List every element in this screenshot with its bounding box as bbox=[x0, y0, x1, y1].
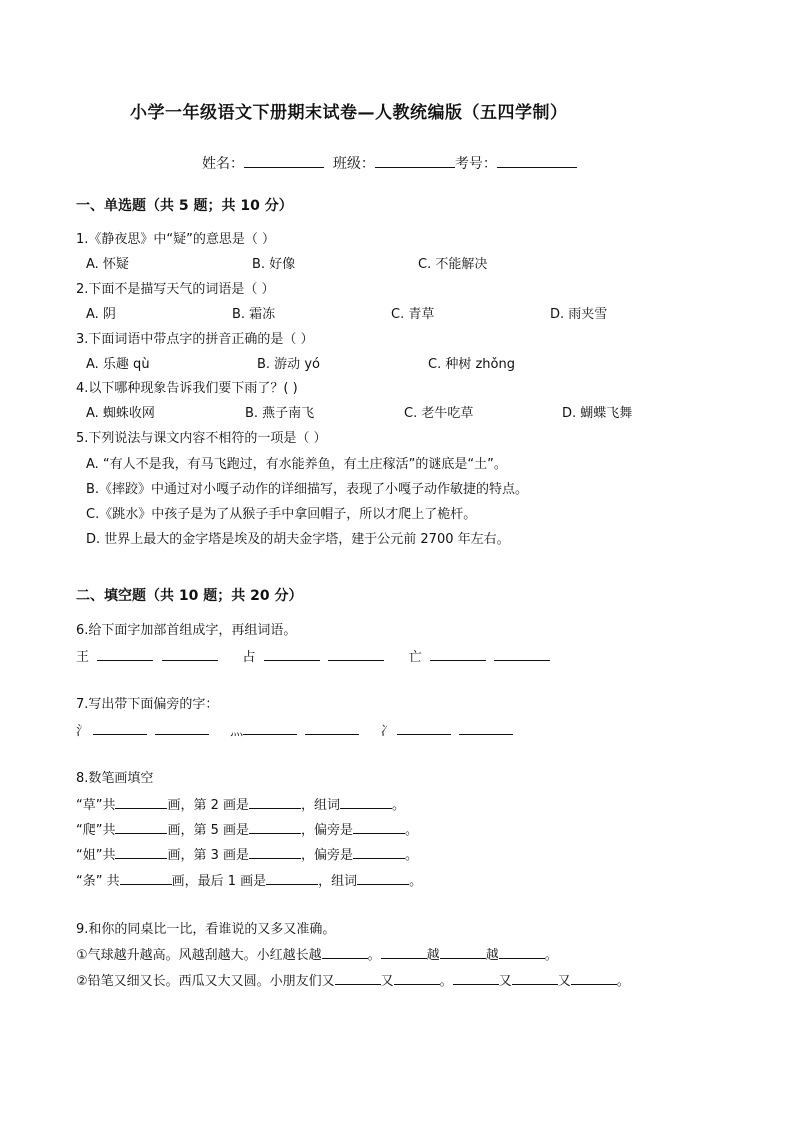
q6-blank[interactable] bbox=[97, 648, 153, 661]
q8-text: “姐”共 bbox=[76, 848, 116, 863]
q6-char-1: 王 bbox=[76, 650, 90, 665]
class-blank[interactable] bbox=[375, 155, 455, 168]
question-6: 6.给下面字加部首组成字，再组词语。 bbox=[76, 623, 297, 638]
question-3: 3.下面词语中带点字的拼音正确的是（ ） bbox=[76, 332, 314, 347]
q9-blank[interactable] bbox=[571, 972, 617, 985]
option-3c[interactable]: C. 种树 zhǒng bbox=[428, 357, 515, 372]
q8-blank[interactable] bbox=[357, 872, 409, 885]
q8-text: 画，第 5 画是 bbox=[167, 823, 250, 838]
question-1: 1.《静夜思》中“疑”的意思是（ ） bbox=[76, 232, 276, 247]
q7-blank[interactable] bbox=[305, 722, 359, 735]
q8-blank[interactable] bbox=[266, 872, 318, 885]
option-3a[interactable]: A. 乐趣 qù bbox=[86, 357, 150, 372]
name-blank[interactable] bbox=[244, 155, 324, 168]
question-4: 4.以下哪种现象告诉我们要下雨了？( ) bbox=[76, 381, 298, 396]
q9-text: 越 bbox=[485, 948, 499, 963]
exam-no-blank[interactable] bbox=[497, 155, 577, 168]
q6-char-2: 占 bbox=[242, 650, 256, 665]
q8-text: ，组词 bbox=[301, 798, 341, 813]
name-label: 姓名： bbox=[202, 156, 244, 172]
option-5a[interactable]: A. “有人不是我，有马飞跑过，有水能养鱼，有土庄稼活”的谜底是“土”。 bbox=[86, 457, 507, 472]
q7-blank[interactable] bbox=[459, 722, 513, 735]
q9-blank[interactable] bbox=[512, 972, 558, 985]
q9-blank[interactable] bbox=[322, 946, 368, 959]
option-1a[interactable]: A. 怀疑 bbox=[86, 257, 129, 272]
q9-text: 越 bbox=[426, 948, 440, 963]
option-5d[interactable]: D. 世界上最大的金字塔是埃及的胡夫金字塔，建于公元前 2700 年左右。 bbox=[86, 532, 510, 547]
question-6-row bbox=[76, 648, 550, 666]
question-7: 7.写出带下面偏旁的字： bbox=[76, 697, 219, 712]
q9-text: 。 bbox=[616, 974, 630, 989]
q9-text: 又 bbox=[557, 974, 571, 989]
q8-text: ，偏旁是 bbox=[301, 823, 354, 838]
q8-blank[interactable] bbox=[353, 846, 405, 859]
q9-blank[interactable] bbox=[440, 946, 486, 959]
q8-text: “条” 共 bbox=[76, 874, 120, 889]
question-9: 9.和你的同桌比一比，看谁说的又多又准确。 bbox=[76, 922, 336, 937]
q7-blank[interactable] bbox=[155, 722, 209, 735]
option-1b[interactable]: B. 好像 bbox=[252, 257, 296, 272]
q7-radical-3: 冫 bbox=[380, 724, 394, 739]
q8-blank[interactable] bbox=[115, 846, 167, 859]
q6-blank[interactable] bbox=[162, 648, 218, 661]
q8-row-4 bbox=[76, 872, 422, 890]
q8-text: “草”共 bbox=[76, 798, 116, 813]
q6-blank[interactable] bbox=[430, 648, 486, 661]
q9-text: ②铅笔又细又长。西瓜又大又圆。小朋友们又 bbox=[76, 974, 335, 989]
q9-text: 。 bbox=[367, 948, 381, 963]
question-5: 5.下列说法与课文内容不相符的一项是（ ） bbox=[76, 431, 327, 446]
option-3b[interactable]: B. 游动 yó bbox=[257, 357, 320, 372]
option-2c[interactable]: C. 青草 bbox=[391, 307, 435, 322]
page-title: 小学一年级语文下册期末试卷—人教统编版（五四学制） bbox=[130, 103, 568, 123]
q8-text: 画，最后 1 画是 bbox=[171, 874, 267, 889]
q8-row-1 bbox=[76, 796, 405, 814]
q8-blank[interactable] bbox=[120, 872, 172, 885]
q9-text: ①气球越升越高。风越刮越大。小红越长越 bbox=[76, 948, 322, 963]
q8-blank[interactable] bbox=[249, 796, 301, 809]
q8-blank[interactable] bbox=[115, 796, 167, 809]
q9-text: 。 bbox=[544, 948, 558, 963]
q6-blank[interactable] bbox=[264, 648, 320, 661]
q6-blank[interactable] bbox=[494, 648, 550, 661]
q9-row-2 bbox=[76, 972, 630, 990]
q8-text: 。 bbox=[405, 848, 419, 863]
q8-text: ，组词 bbox=[318, 874, 358, 889]
q7-blank[interactable] bbox=[243, 722, 297, 735]
q8-blank[interactable] bbox=[115, 821, 167, 834]
q9-blank[interactable] bbox=[381, 946, 427, 959]
q7-radical-2: 灬 bbox=[230, 724, 244, 739]
q6-blank[interactable] bbox=[328, 648, 384, 661]
q9-blank[interactable] bbox=[394, 972, 440, 985]
q8-text: 。 bbox=[405, 823, 419, 838]
option-2b[interactable]: B. 霜冻 bbox=[232, 307, 276, 322]
q8-blank[interactable] bbox=[340, 796, 392, 809]
q8-blank[interactable] bbox=[249, 821, 301, 834]
q9-text: 又 bbox=[380, 974, 394, 989]
q8-blank[interactable] bbox=[353, 821, 405, 834]
question-8: 8.数笔画填空 bbox=[76, 771, 154, 786]
exam-no-label: 考号： bbox=[454, 156, 497, 172]
q9-row-1 bbox=[76, 946, 558, 964]
student-info bbox=[202, 155, 577, 172]
option-5b[interactable]: B.《摔跤》中通过对小嘎子动作的详细描写，表现了小嘎子动作敏捷的特点。 bbox=[86, 482, 529, 497]
option-4a[interactable]: A. 蜘蛛收网 bbox=[86, 406, 155, 421]
option-4d[interactable]: D. 蝴蝶飞舞 bbox=[562, 406, 633, 421]
option-4b[interactable]: B. 燕子南飞 bbox=[245, 406, 315, 421]
option-2a[interactable]: A. 阴 bbox=[86, 307, 116, 322]
section-heading-fill-blank: 二、填空题（共 10 题；共 20 分） bbox=[76, 588, 303, 604]
q9-text: 又 bbox=[498, 974, 512, 989]
option-1c[interactable]: C. 不能解决 bbox=[418, 257, 488, 272]
question-7-row bbox=[76, 722, 513, 740]
q6-char-3: 亡 bbox=[408, 650, 422, 665]
q8-text: ，偏旁是 bbox=[301, 848, 354, 863]
class-label: 班级： bbox=[332, 156, 375, 172]
q8-text: 画，第 3 画是 bbox=[167, 848, 250, 863]
option-2d[interactable]: D. 雨夹雪 bbox=[550, 307, 608, 322]
q7-radical-1: 氵 bbox=[76, 724, 90, 739]
q7-blank[interactable] bbox=[397, 722, 451, 735]
option-5c[interactable]: C.《跳水》中孩子是为了从猴子手中拿回帽子，所以才爬上了桅杆。 bbox=[86, 507, 477, 522]
q8-text: 。 bbox=[409, 874, 423, 889]
q9-blank[interactable] bbox=[453, 972, 499, 985]
q8-text: 画，第 2 画是 bbox=[167, 798, 250, 813]
q8-row-3 bbox=[76, 846, 418, 864]
q9-blank[interactable] bbox=[335, 972, 381, 985]
q8-text: “爬”共 bbox=[76, 823, 116, 838]
q9-text: 。 bbox=[439, 974, 453, 989]
q8-text: 。 bbox=[392, 798, 406, 813]
q9-blank[interactable] bbox=[499, 946, 545, 959]
q8-row-2 bbox=[76, 821, 418, 839]
question-2: 2.下面不是描写天气的词语是（ ） bbox=[76, 282, 275, 297]
q8-blank[interactable] bbox=[249, 846, 301, 859]
option-4c[interactable]: C. 老牛吃草 bbox=[404, 406, 474, 421]
section-heading-single-choice: 一、单选题（共 5 题；共 10 分） bbox=[76, 198, 293, 214]
q7-blank[interactable] bbox=[93, 722, 147, 735]
